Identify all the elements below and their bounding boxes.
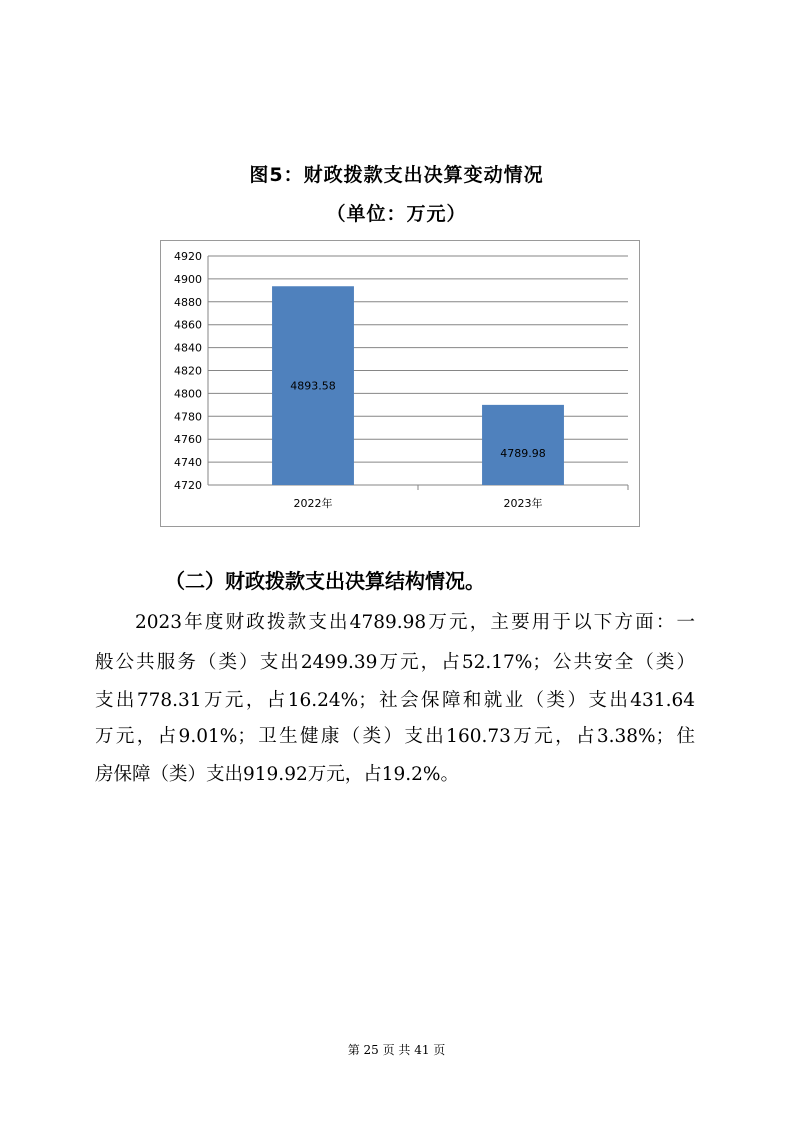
x-tick-label: 2022年: [293, 497, 333, 510]
y-tick-label: 4800: [174, 387, 202, 401]
y-tick-label: 4840: [174, 341, 202, 355]
figure-unit: （单位：万元）: [326, 203, 467, 225]
page-footer: 第 25 页 共 41 页: [347, 1043, 446, 1057]
paragraph-line-2: 般公共服务（类）支出2499.39万元，占52.17%；公共安全（类）: [95, 652, 695, 673]
bar-chart-svg: [161, 241, 639, 526]
section-heading: （二）财政拨款支出决算结构情况。: [165, 569, 485, 593]
y-tick-label: 4860: [174, 318, 202, 332]
bar: [482, 405, 564, 485]
y-tick-label: 4780: [174, 410, 202, 424]
y-tick-label: 4760: [174, 433, 202, 447]
figure-title: 图5：财政拨款支出决算变动情况: [249, 164, 544, 186]
bar-chart: [160, 240, 640, 527]
paragraph-line-5: 房保障（类）支出919.92万元，占19.2%。: [95, 764, 460, 785]
y-tick-label: 4900: [174, 272, 202, 286]
bar-data-label: 4789.98: [500, 446, 546, 460]
y-tick-label: 4920: [174, 250, 202, 263]
x-tick-label: 2023年: [503, 497, 543, 510]
bar-data-label: 4893.58: [290, 379, 336, 393]
y-tick-label: 4820: [174, 364, 202, 378]
y-tick-label: 4740: [174, 456, 202, 470]
paragraph-line-3: 支出778.31万元，占16.24%；社会保障和就业（类）支出431.64: [95, 690, 695, 711]
y-tick-label: 4880: [174, 295, 202, 309]
paragraph-line-4: 万元，占9.01%；卫生健康（类）支出160.73万元，占3.38%；住: [95, 726, 695, 747]
y-tick-label: 4720: [174, 479, 202, 492]
paragraph-line-1: 2023年度财政拨款支出4789.98万元，主要用于以下方面：一: [135, 612, 695, 633]
